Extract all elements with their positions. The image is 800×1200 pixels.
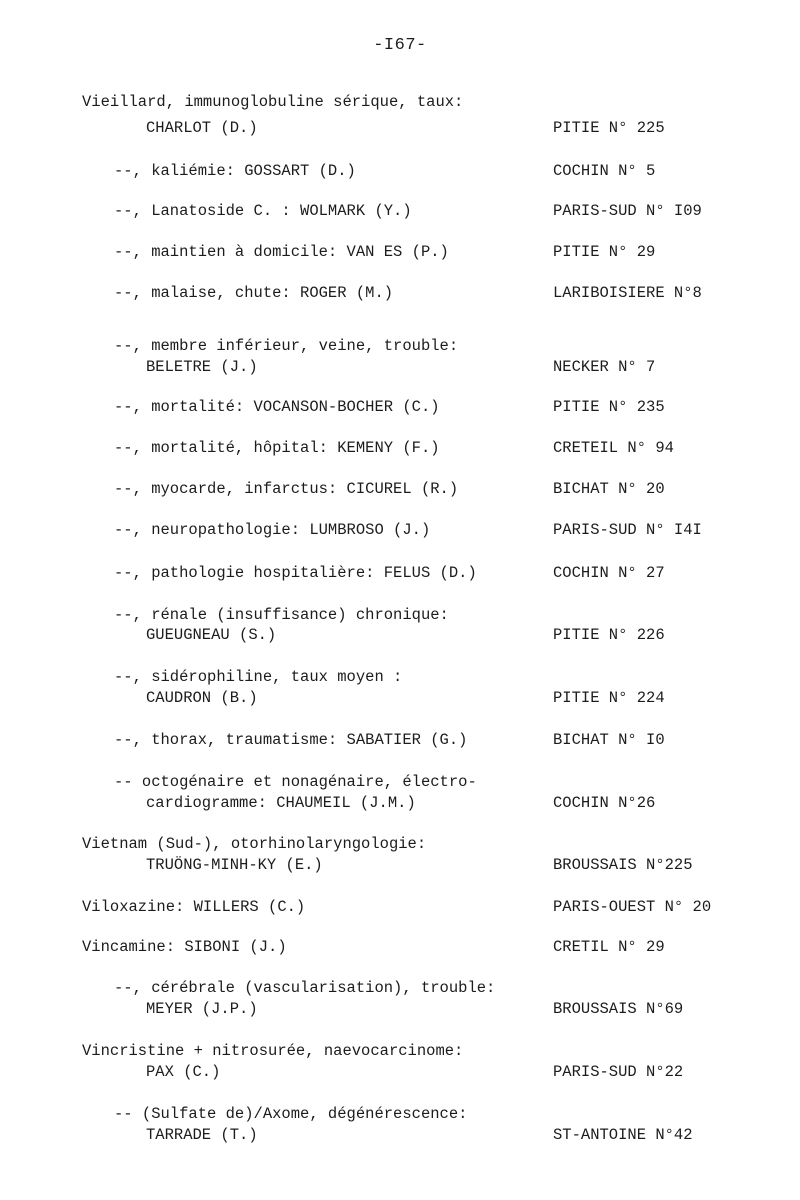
entry-reference: PITIE N° 224 [553, 689, 665, 707]
entry-heading-line: Viloxazine: WILLERS (C.) [82, 898, 306, 916]
entry-author-line: CAUDRON (B.) [146, 689, 258, 707]
entry-heading-line: Vincamine: SIBONI (J.) [82, 938, 287, 956]
entry-heading-line: --, Lanatoside C. : WOLMARK (Y.) [114, 202, 412, 220]
entry-heading-line: --, maintien à domicile: VAN ES (P.) [114, 243, 449, 261]
entry-heading-line: --, thorax, traumatisme: SABATIER (G.) [114, 731, 468, 749]
entry-author-line: CHARLOT (D.) [146, 119, 258, 137]
entry-reference: COCHIN N° 5 [553, 162, 656, 180]
entry-reference: CRETEIL N° 94 [553, 439, 674, 457]
entry-reference: PARIS-OUEST N° 20 [553, 898, 712, 916]
entry-heading-line: --, membre inférieur, veine, trouble: [114, 337, 459, 355]
entry-heading-line: --, pathologie hospitalière: FELUS (D.) [114, 564, 477, 582]
entry-reference: PITIE N° 226 [553, 626, 665, 644]
entry-author-line: cardiogramme: CHAUMEIL (J.M.) [146, 794, 416, 812]
entry-author-line: TRUÖNG-MINH-KY (E.) [146, 856, 323, 874]
entry-reference: BROUSSAIS N°225 [553, 856, 693, 874]
entry-heading-line: --, mortalité, hôpital: KEMENY (F.) [114, 439, 440, 457]
entry-heading-line: -- octogénaire et nonagénaire, électro- [114, 773, 477, 791]
entry-heading-line: --, neuropathologie: LUMBROSO (J.) [114, 521, 431, 539]
entry-reference: NECKER N° 7 [553, 358, 656, 376]
entry-author-line: BELETRE (J.) [146, 358, 258, 376]
entry-heading-line: -- (Sulfate de)/Axome, dégénérescence: [114, 1105, 468, 1123]
entry-heading-line: --, myocarde, infarctus: CICUREL (R.) [114, 480, 459, 498]
entry-reference: PARIS-SUD N° I09 [553, 202, 702, 220]
entry-reference: PARIS-SUD N°22 [553, 1063, 684, 1081]
entry-reference: PITIE N° 235 [553, 398, 665, 416]
entry-reference: ST-ANTOINE N°42 [553, 1126, 693, 1144]
entry-author-line: PAX (C.) [146, 1063, 221, 1081]
entry-heading-line: --, sidérophiline, taux moyen : [114, 668, 403, 686]
entry-heading-line: --, kaliémie: GOSSART (D.) [114, 162, 356, 180]
entry-reference: PITIE N° 29 [553, 243, 656, 261]
entry-heading-line: Vincristine + nitrosurée, naevocarcinome: [82, 1042, 464, 1060]
entry-heading-line: --, cérébrale (vascularisation), trouble: [114, 979, 496, 997]
entry-heading-line: Vietnam (Sud-), otorhinolaryngologie: [82, 835, 427, 853]
entry-reference: LARIBOISIERE N°8 [553, 284, 702, 302]
entry-reference: BROUSSAIS N°69 [553, 1000, 684, 1018]
page-number: -I67- [373, 36, 427, 55]
entry-reference: COCHIN N°26 [553, 794, 656, 812]
entry-reference: PITIE N° 225 [553, 119, 665, 137]
entry-author-line: GUEUGNEAU (S.) [146, 626, 277, 644]
entry-author-line: TARRADE (T.) [146, 1126, 258, 1144]
entry-reference: BICHAT N° I0 [553, 731, 665, 749]
entry-reference: COCHIN N° 27 [553, 564, 665, 582]
entry-heading-line: --, rénale (insuffisance) chronique: [114, 606, 449, 624]
entry-author-line: MEYER (J.P.) [146, 1000, 258, 1018]
entry-heading-line: Vieillard, immunoglobuline sérique, taux: [82, 93, 464, 111]
entry-heading-line: --, mortalité: VOCANSON-BOCHER (C.) [114, 398, 440, 416]
entry-heading-line: --, malaise, chute: ROGER (M.) [114, 284, 394, 302]
entry-reference: PARIS-SUD N° I4I [553, 521, 702, 539]
entry-reference: BICHAT N° 20 [553, 480, 665, 498]
entry-reference: CRETIL N° 29 [553, 938, 665, 956]
